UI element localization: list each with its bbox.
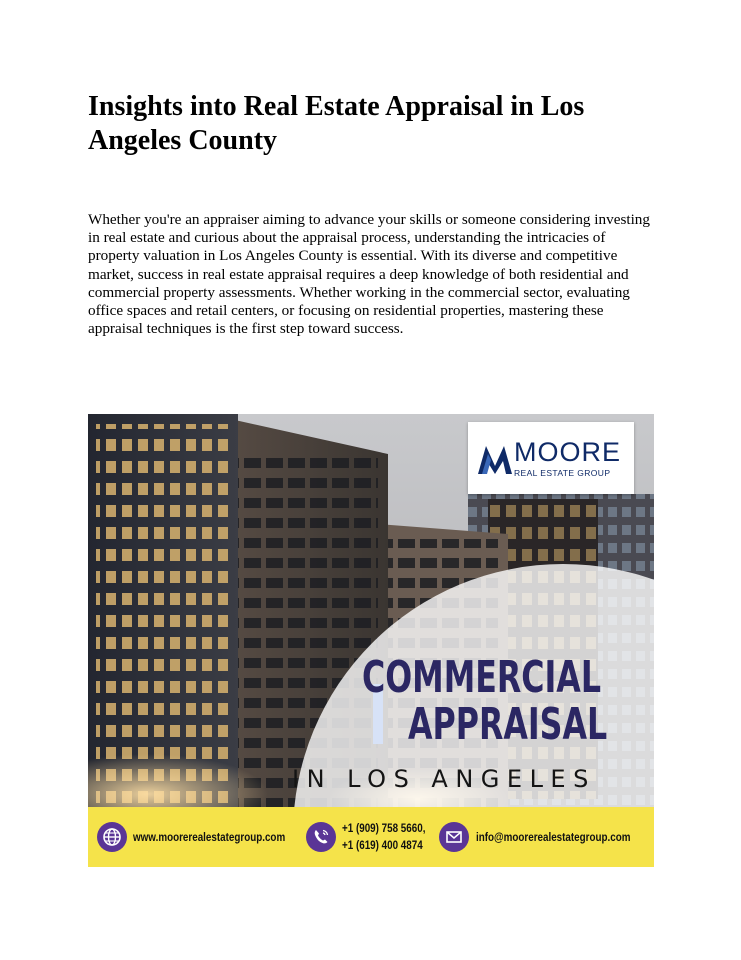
- phone-number-1[interactable]: +1 (909) 758 5660,: [342, 821, 426, 835]
- logo-name: MOORE: [514, 437, 622, 467]
- globe-icon: [97, 822, 127, 852]
- contact-bar: [88, 807, 654, 867]
- page-title: Insights into Real Estate Appraisal in Los Angeles County: [88, 91, 585, 156]
- moore-m-logo-icon: [478, 444, 512, 474]
- headline-commercial: COMMERCIAL: [362, 652, 602, 703]
- phone-icon: [306, 822, 336, 852]
- commercial-appraisal-banner: [88, 414, 654, 867]
- subheadline-location: IN LOS ANGELES: [292, 765, 596, 793]
- email-link[interactable]: info@moorerealestategroup.com: [476, 830, 631, 844]
- moore-logo: [468, 422, 634, 494]
- intro-paragraph: Whether you're an appraiser aiming to advance your skills or someone considering investing in real estate and curious about the appraisal process, understanding the intricacies of property valuation in Los Angeles County is essential. With its diverse and competitive market, success in real estate appraisal requires a deep knowledge of both residential and commercial property assessments. Whether working in the commercial sector, evaluating office spaces and retail centers, or focusing on residential properties, mastering these appraisal techniques is the first step toward success.: [88, 211, 650, 338]
- headline-appraisal: APPRAISAL: [408, 699, 608, 750]
- envelope-icon: [439, 822, 469, 852]
- logo-tagline: REAL ESTATE GROUP: [514, 468, 611, 478]
- phone-number-2[interactable]: +1 (619) 400 4874: [342, 838, 423, 852]
- website-link[interactable]: www.moorerealestategroup.com: [133, 830, 286, 844]
